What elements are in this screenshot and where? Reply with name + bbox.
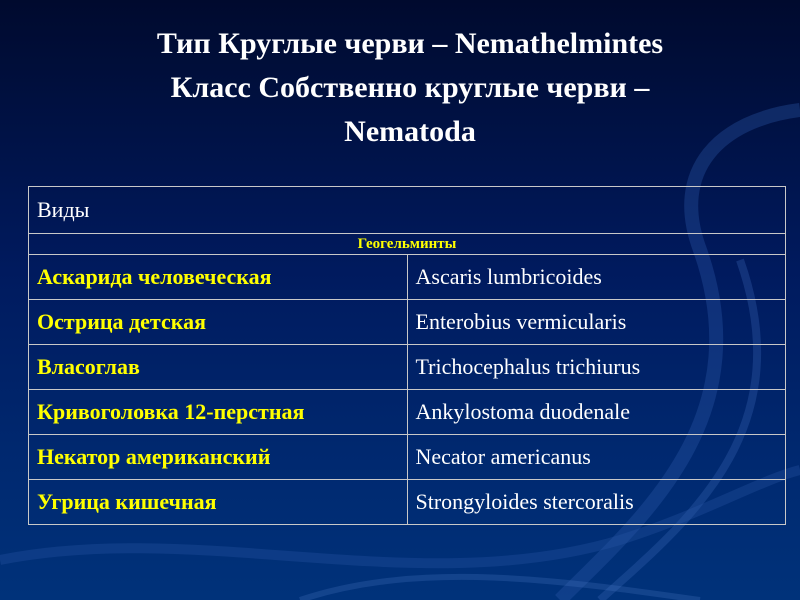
- table-row: [29, 345, 786, 390]
- table-row: [29, 300, 786, 345]
- latin-name-cell: Ascaris lumbricoides: [407, 255, 786, 300]
- table-group-row: [29, 234, 786, 255]
- title-line-1: Тип Круглые черви – Nemathelmintes: [156, 27, 664, 60]
- russian-name-cell: Некатор американский: [29, 435, 408, 480]
- latin-name-cell: Trichocephalus trichiurus: [407, 345, 786, 390]
- title-line-2: Класс Собственно круглые черви –: [170, 71, 650, 104]
- latin-name-cell: Strongyloides stercoralis: [407, 480, 786, 525]
- table-row: [29, 390, 786, 435]
- latin-name-cell: Ankylostoma duodenale: [407, 390, 786, 435]
- slide-title: [60, 22, 760, 154]
- title-line-3: Nematoda: [344, 115, 476, 148]
- table-row: [29, 480, 786, 525]
- table-header-row: [29, 187, 786, 234]
- russian-name-cell: Власоглав: [29, 345, 408, 390]
- russian-name-cell: Острица детская: [29, 300, 408, 345]
- russian-name-cell: Угрица кишечная: [29, 480, 408, 525]
- latin-name-cell: Enterobius vermicularis: [407, 300, 786, 345]
- table-header-cell: Виды: [29, 187, 786, 234]
- latin-name-cell: Necator americanus: [407, 435, 786, 480]
- table-row: [29, 435, 786, 480]
- group-label-cell: Геогельминты: [29, 234, 786, 255]
- russian-name-cell: Аскарида человеческая: [29, 255, 408, 300]
- table-row: [29, 255, 786, 300]
- russian-name-cell: Кривоголовка 12-перстная: [29, 390, 408, 435]
- species-table: [28, 186, 786, 525]
